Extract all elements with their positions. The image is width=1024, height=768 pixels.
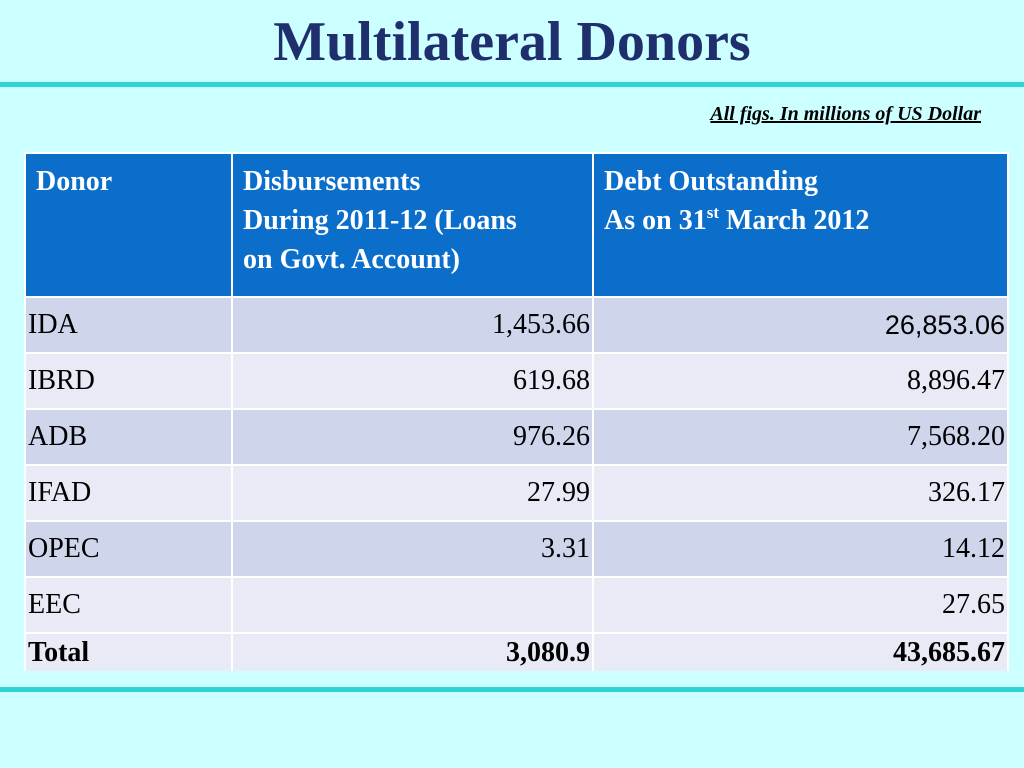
donor-cell: IDA	[25, 297, 232, 353]
page-title: Multilateral Donors	[273, 11, 751, 73]
debt-cell: 326.17	[593, 465, 1008, 521]
debt-cell: 7,568.20	[593, 409, 1008, 465]
disbursements-cell	[232, 577, 593, 633]
donor-cell: OPEC	[25, 521, 232, 577]
disbursements-cell: 976.26	[232, 409, 593, 465]
bottom-divider	[0, 687, 1024, 692]
donor-cell: IBRD	[25, 353, 232, 409]
table-row	[25, 297, 1008, 353]
donor-cell: EEC	[25, 577, 232, 633]
total-debt: 43,685.67	[593, 633, 1008, 671]
header-disbursements: Disbursements During 2011-12 (Loans on Govt. Account)	[232, 153, 593, 297]
header-donor: Donor	[25, 153, 232, 297]
header-debt-outstanding: Debt Outstanding As on 31st March 2012	[593, 153, 1008, 297]
debt-cell: 26,853.06	[593, 297, 1008, 353]
total-disbursements: 3,080.9	[232, 633, 593, 671]
disbursements-cell: 27.99	[232, 465, 593, 521]
total-label: Total	[25, 633, 232, 671]
table-row	[25, 465, 1008, 521]
table-row	[25, 521, 1008, 577]
top-divider	[0, 82, 1024, 87]
debt-cell: 8,896.47	[593, 353, 1008, 409]
debt-cell: 14.12	[593, 521, 1008, 577]
units-note: All figs. In millions of US Dollar	[710, 103, 981, 125]
donor-cell: IFAD	[25, 465, 232, 521]
donors-table	[24, 152, 1009, 671]
donor-cell: ADB	[25, 409, 232, 465]
total-row	[25, 633, 1008, 671]
disbursements-cell: 619.68	[232, 353, 593, 409]
disbursements-cell: 3.31	[232, 521, 593, 577]
table-row	[25, 353, 1008, 409]
table-row	[25, 409, 1008, 465]
disbursements-cell: 1,453.66	[232, 297, 593, 353]
debt-cell: 27.65	[593, 577, 1008, 633]
table-header-row	[25, 153, 1008, 297]
table-row	[25, 577, 1008, 633]
